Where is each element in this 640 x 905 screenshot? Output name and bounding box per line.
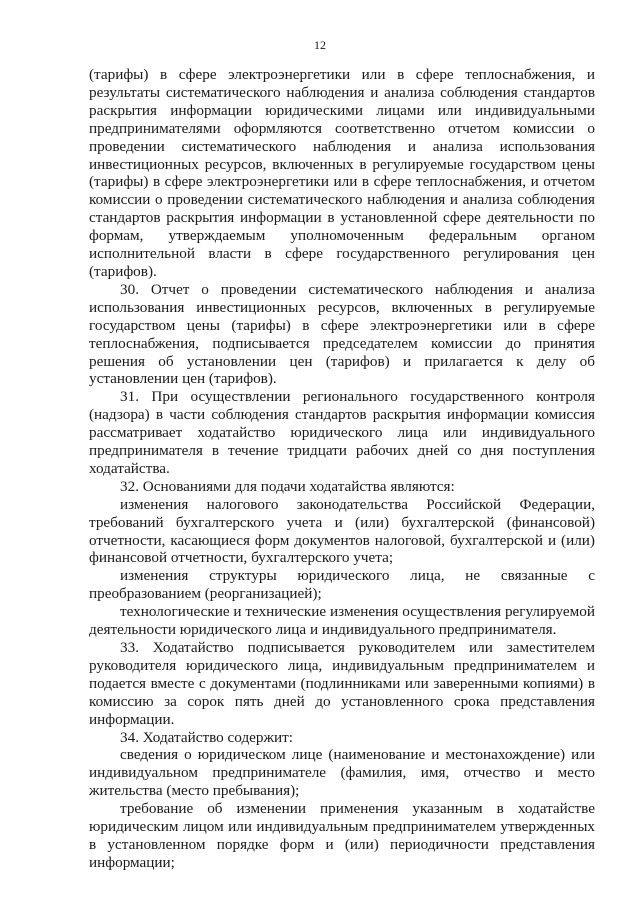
paragraph-continuation: (тарифы) в сфере электроэнергетики или в сфере теплоснабжения, и результаты систематического наблюдения и анализа соблюдения стандартов раскрытия информации юридическими лицами или индивидуальными предпринимателями оформляются соответственно отчетом комиссии о проведении систематического наблюдения и анализа использования инвестиционных ресурсов, включенных в регулируемые государством цены (тарифы) в сфере электроэнергетики или в сфере теплоснабжения, и отчетом комиссии о проведении систематического наблюдения и анализа соблюдения стандартов раскрытия информации в установленной сфере деятельности по формам, утверждаемым уполномоченным федеральным органом исполнительной власти в сфере государственного регулирования цен (тарифов).	[89, 66, 595, 280]
clause-technological-changes: технологические и технические изменения осуществления регулируемой деятельности юридического лица и индивидуального предпринимателя.	[89, 603, 595, 639]
clause-tax-changes: изменения налогового законодательства Российской Федерации, требований бухгалтерского учета и (или) бухгалтерской (финансовой) отчетности, касающиеся форм документов налоговой, бухгалтерской и (или) финансовой отчетности, бухгалтерского учета;	[89, 495, 595, 567]
paragraph-item-34: 34. Ходатайство содержит:	[120, 728, 293, 746]
paragraph-item-31: 31. При осуществлении регионального государственного контроля (надзора) в части соблюдения стандартов раскрытия информации комиссия рассматривает ходатайство юридического лица или индивидуального предпринимателя в течение тридцати рабочих дней со дня поступления ходатайства.	[89, 388, 595, 477]
document-body	[89, 66, 595, 872]
clause-structure-changes: изменения структуры юридического лица, не связанные с преобразованием (реорганизацией);	[89, 567, 595, 603]
clause-entity-info: сведения о юридическом лице (наименование и местонахождение) или индивидуальном предпринимателе (фамилия, имя, отчество и место жительства (место пребывания);	[89, 746, 595, 800]
clause-change-request: требование об изменении применения указанным в ходатайстве юридическим лицом или индивидуальным предпринимателем утвержденных в установленном порядке форм и (или) периодичности представления информации;	[89, 800, 595, 871]
page-number: 12	[314, 38, 326, 52]
paragraph-item-32: 32. Основаниями для подачи ходатайства являются:	[120, 477, 455, 495]
paragraph-item-33: 33. Ходатайство подписывается руководителем или заместителем руководителя юридического лица, индивидуальным предпринимателем и подается вместе с документами (подлинниками или заверенными копиями) в комиссию за сорок пять дней до установленного срока представления информации.	[89, 639, 595, 728]
paragraph-item-30: 30. Отчет о проведении систематического наблюдения и анализа использования инвестиционных ресурсов, включенных в регулируемые государством цены (тарифы) в сфере электроэнергетики или в сфере теплоснабжения, подписывается председателем комиссии до принятия решения об установлении цен (тарифов) и прилагается к делу об установлении цен (тарифов).	[89, 280, 595, 388]
